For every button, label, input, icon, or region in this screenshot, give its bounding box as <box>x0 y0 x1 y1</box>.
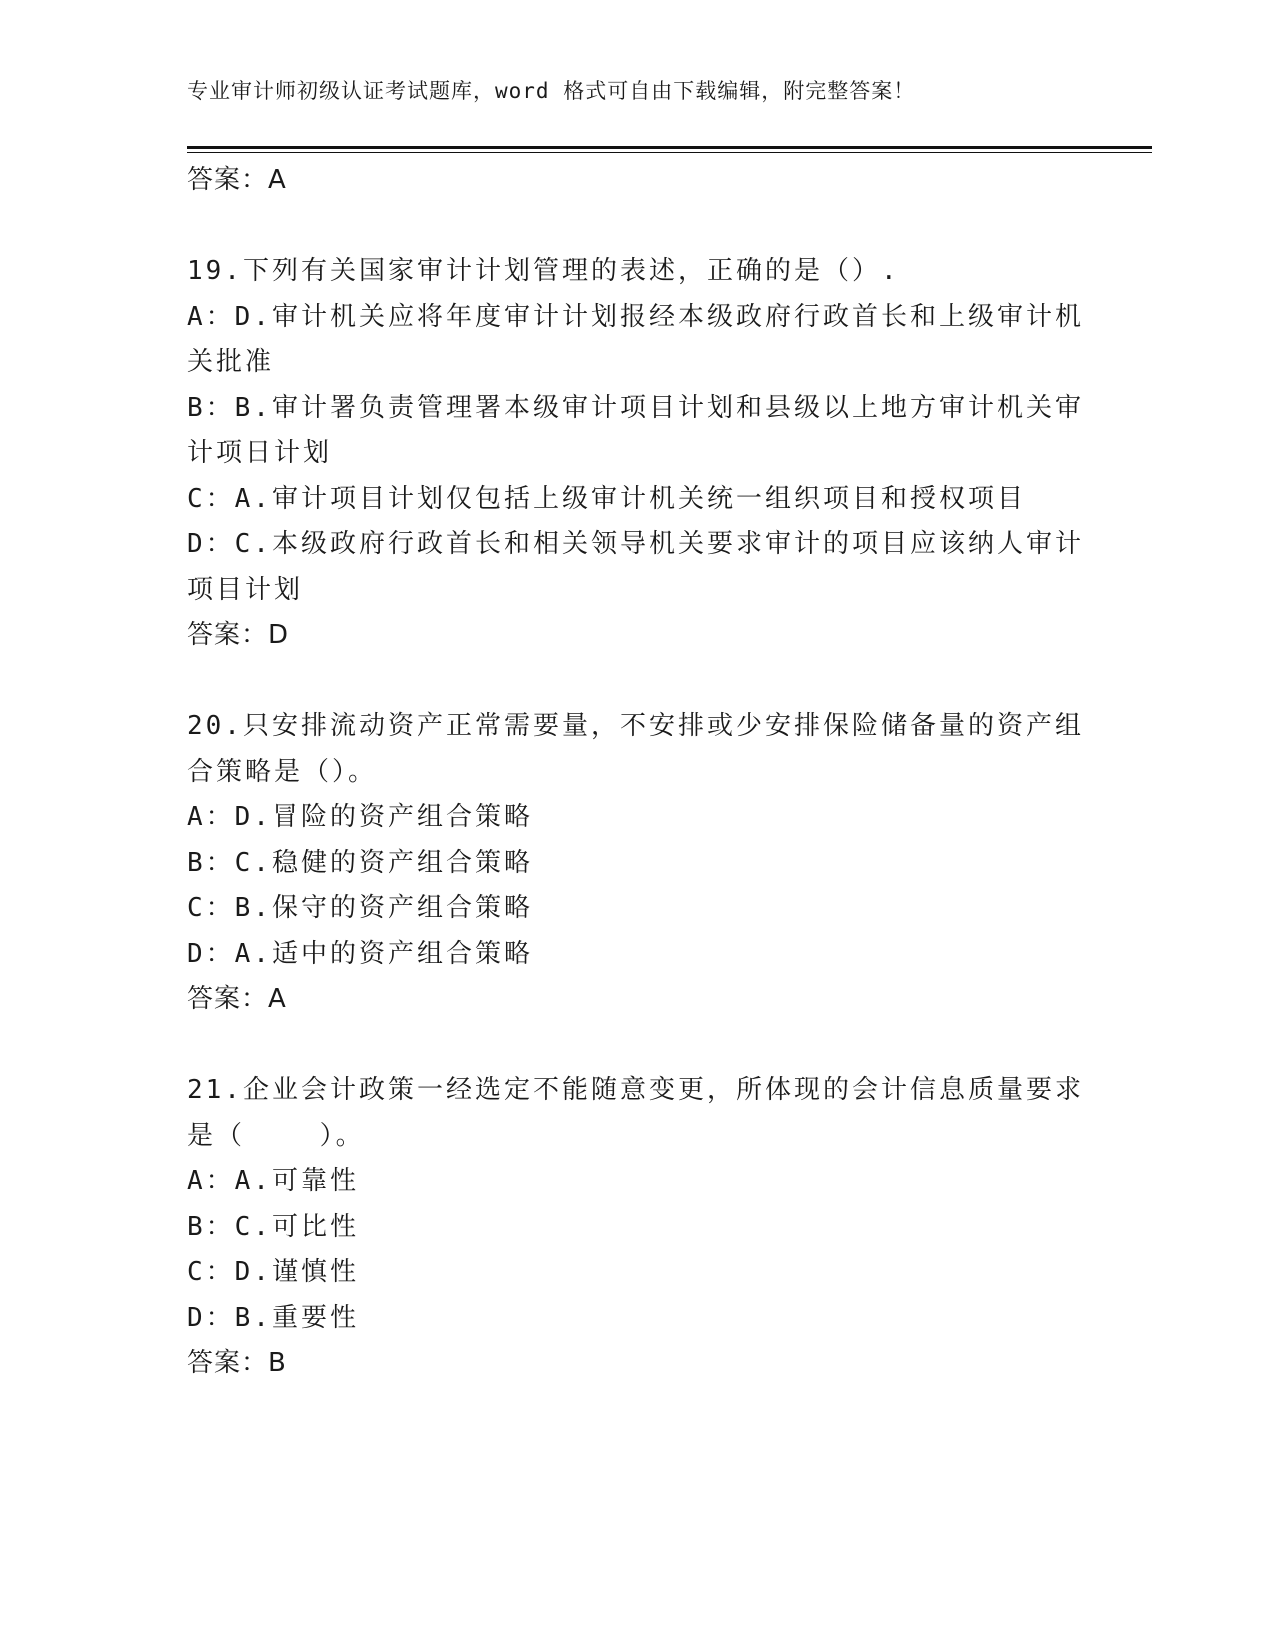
option-d-line-1: D：B.重要性 <box>187 1302 359 1333</box>
option-a-line-1: A：D.冒险的资产组合策略 <box>187 802 533 832</box>
option-a-line-1: A：A.可靠性 <box>187 1166 359 1196</box>
option-d-line-1: D：A.适中的资产组合策略 <box>187 938 533 969</box>
option-d-line-2: 项目计划 <box>187 574 304 605</box>
question-content <box>187 158 1087 1387</box>
spacer <box>187 659 1087 705</box>
option-b-line-2: 计项日计划 <box>187 438 333 468</box>
option-b-line-1: B：B.审计署负责管理署本级审计项目计划和县级以上地方审计机关审 <box>187 392 1084 423</box>
question-20 <box>187 704 1087 1023</box>
option-b-line-1: B：C.稳健的资产组合策略 <box>187 847 533 878</box>
question-21 <box>187 1068 1087 1387</box>
answer-line: 答案：A <box>187 984 287 1014</box>
option-a-line-2: 关批准 <box>187 347 275 377</box>
question-stem-line: 合策略是（）。 <box>187 756 378 787</box>
option-c-line-1: C：B.保守的资产组合策略 <box>187 893 533 923</box>
option-b-line-1: B：C.可比性 <box>187 1211 359 1242</box>
question-stem-line: 是（ ）。 <box>187 1120 365 1151</box>
previous-answer: 答案：A <box>187 165 287 195</box>
option-c-line-1: C：D.谨慎性 <box>187 1257 359 1287</box>
option-a-line-1: A：D.审计机关应将年度审计计划报经本级政府行政首长和上级审计机 <box>187 301 1084 332</box>
header-rule-thick <box>187 146 1152 149</box>
question-stem-line: 20.只安排流动资产正常需要量，不安排或少安排保险储备量的资产组 <box>187 711 1084 741</box>
question-19 <box>187 249 1087 659</box>
answer-line: 答案：D <box>187 620 290 650</box>
option-c-line-1: C：A.审计项目计划仅包括上级审计机关统一组织项目和授权项目 <box>187 483 1026 514</box>
answer-line: 答案：B <box>187 1348 287 1378</box>
question-stem-line: 21.企业会计政策一经选定不能随意变更，所体现的会计信息质量要求 <box>187 1075 1084 1105</box>
question-stem-line: 19.下列有关国家审计计划管理的表述，正确的是（）. <box>187 256 900 286</box>
option-d-line-1: D：C.本级政府行政首长和相关领导机关要求审计的项目应该纳人审计 <box>187 529 1084 559</box>
spacer <box>187 1023 1087 1069</box>
page-header: 专业审计师初级认证考试题库，word 格式可自由下载编辑，附完整答案！ <box>187 79 916 103</box>
spacer <box>187 204 1087 250</box>
header-rule-thin <box>187 152 1152 153</box>
